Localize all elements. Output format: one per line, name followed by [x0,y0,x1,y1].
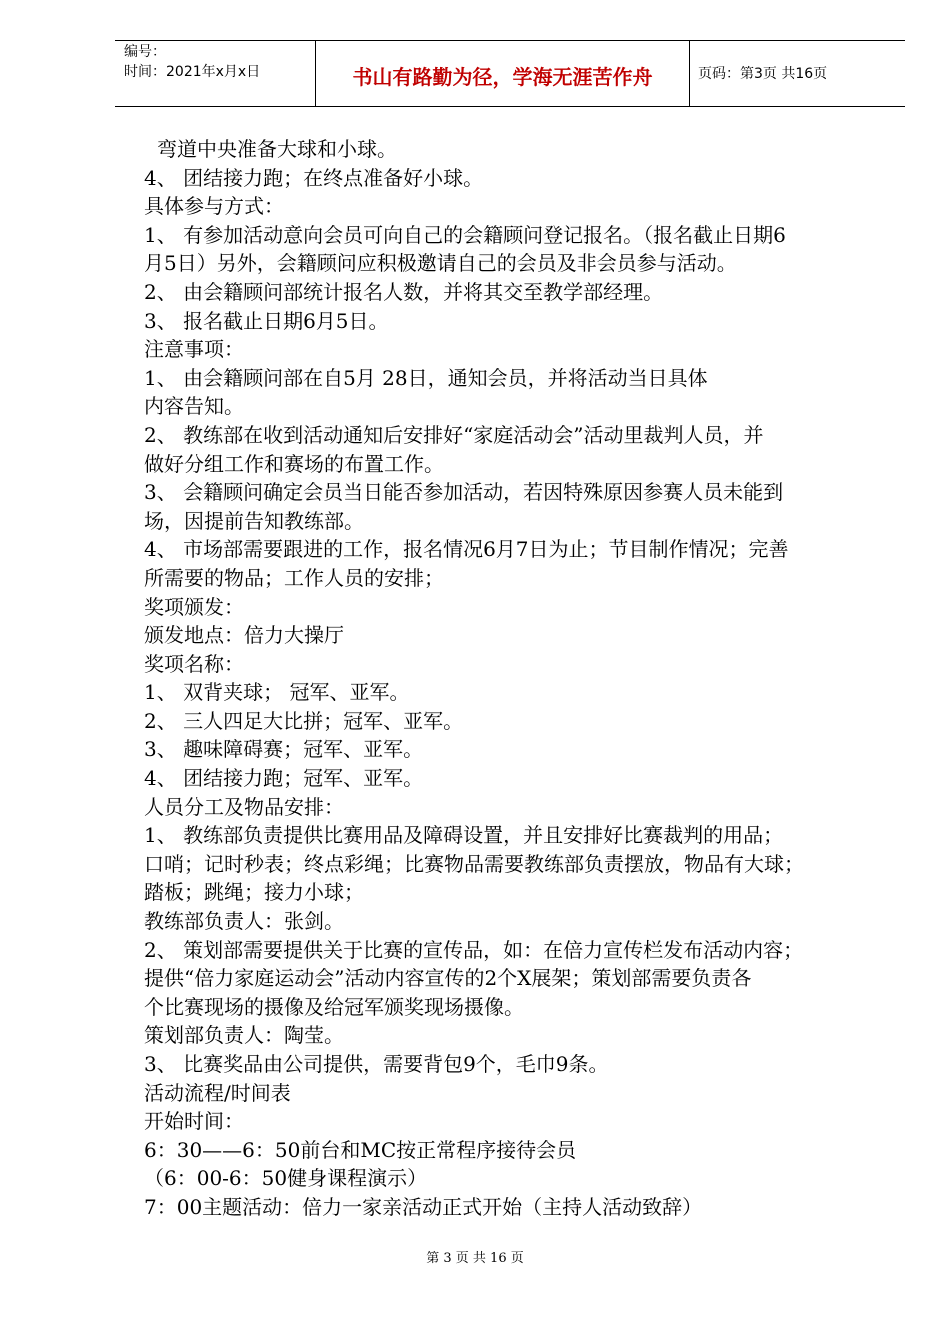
page-footer: 第 3 页 共 16 页 [426,1251,524,1266]
body-line: 个比赛现场的摄像及给冠军颁奖现场摄像。 [144,994,524,1019]
body-line: 口哨；记时秒表；终点彩绳；比赛物品需要教练部负责摆放，物品有大球； [144,851,804,876]
body-line: 7：00主题活动：倍力一家亲活动正式开始（主持人活动致辞） [144,1194,703,1219]
body-line: 提供“倍力家庭运动会”活动内容宣传的2个X展架；策划部需要负责各 [144,966,752,991]
header-meta [124,42,260,82]
body-line: 做好分组工作和赛场的布置工作。 [144,451,444,476]
section-heading: 具体参与方式： [144,194,284,219]
body-line: 月5日）另外，会籍顾问应积极邀请自己的会员及非会员参与活动。 [144,251,737,276]
body-line: 踏板；跳绳；接力小球； [144,880,364,905]
body-line: 6：30——6：50前台和MC按正常程序接待会员 [144,1137,577,1162]
body-line: 2、 三人四足大比拼；冠军、亚军。 [144,708,464,733]
body-line: 所需要的物品；工作人员的安排； [144,565,444,590]
section-heading: 奖项名称： [144,651,244,676]
body-line: 场，因提前告知教练部。 [144,508,364,533]
header-page-info: 页码：第3页 共16页 [698,66,828,82]
section-heading: 活动流程/时间表 [144,1080,291,1105]
header-divider-right [689,40,690,106]
body-line: 2、 由会籍顾问部统计报名人数，并将其交至教学部经理。 [144,279,664,304]
body-line: 3、 趣味障碍赛；冠军、亚军。 [144,737,424,762]
section-heading: 人员分工及物品安排： [144,794,344,819]
body-line: 3、 比赛奖品由公司提供，需要背包9个，毛巾9条。 [144,1052,609,1076]
body-line: 策划部负责人：陶莹。 [144,1023,344,1048]
body-line: 4、 团结接力跑；在终点准备好小球。 [144,165,484,190]
body-line: （6：00-6：50健身课程演示） [144,1166,428,1191]
body-line: 教练部负责人：张剑。 [144,909,344,934]
body-line: 弯道中央准备大球和小球。 [157,137,397,161]
body-line: 1、 教练部负责提供比赛用品及障碍设置，并且安排好比赛裁判的用品； [144,823,784,848]
body-line: 2、 教练部在收到活动通知后安排好“家庭活动会”活动里裁判人员，并 [144,422,764,447]
body-line: 开始时间： [144,1109,244,1134]
body-line: 1、 双背夹球； 冠军、亚军。 [144,680,410,705]
body-line: 3、 报名截止日期6月5日。 [144,308,389,333]
body-line: 1、 有参加活动意向会员可向自己的会籍顾问登记报名。（报名截止日期6 [144,222,786,247]
body-line: 1、 由会籍顾问部在自5月 28日，通知会员，并将活动当日具体 [144,365,708,390]
header-code-label: 编号： [124,44,166,60]
header-time-label: 时间：2021年x月x日 [124,64,261,80]
body-line: 4、 市场部需要跟进的工作，报名情况6月7日为止；节目制作情况；完善 [144,537,789,562]
body-line: 内容告知。 [144,394,244,419]
body-line: 2、 策划部需要提供关于比赛的宣传品，如：在倍力宣传栏发布活动内容； [144,937,804,962]
section-heading: 注意事项： [144,337,244,362]
body-line: 颁发地点：倍力大操厅 [144,623,344,648]
header-top-rule [115,40,905,41]
header-bottom-rule [115,106,905,107]
document-body [144,135,884,1222]
body-line: 3、 会籍顾问确定会员当日能否参加活动，若因特殊原因参赛人员未能到 [144,480,784,505]
header-motto: 书山有路勤为径，学海无涯苦作舟 [352,65,653,89]
body-line: 4、 团结接力跑；冠军、亚军。 [144,766,424,791]
section-heading: 奖项颁发： [144,594,244,619]
